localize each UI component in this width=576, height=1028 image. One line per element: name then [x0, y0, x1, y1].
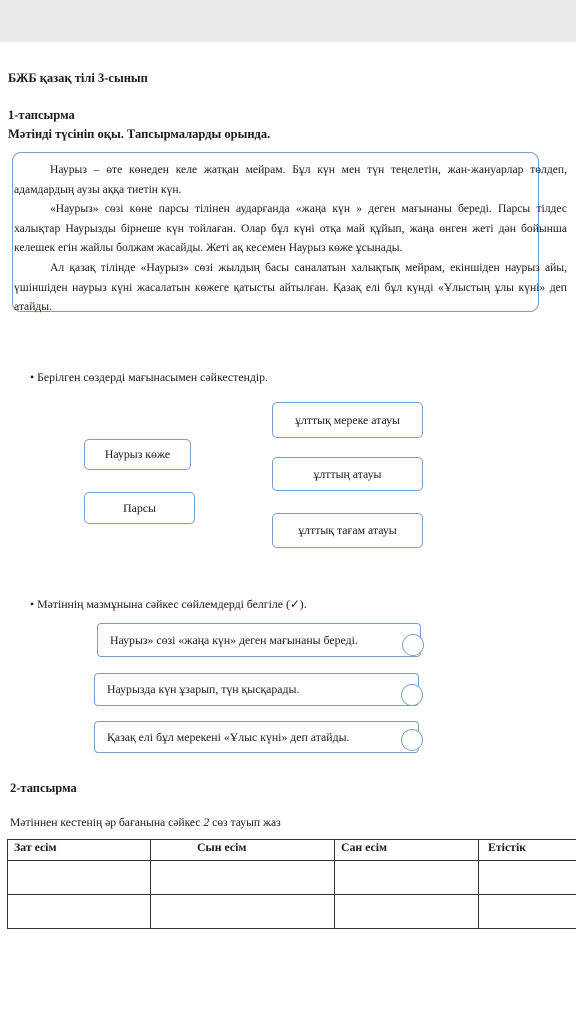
task1-heading: 1-тапсырма: [8, 108, 75, 122]
checklist-prompt: • Мәтіннің мазмұнына сәйкес сөйлемдерді белгіле (✓).: [30, 597, 307, 611]
task2-heading: 2-тапсырма: [10, 781, 77, 795]
column-header-noun: Зат есім: [8, 840, 151, 861]
task2-instruction-start: Мәтіннен кестенің әр бағанына сәйкес: [10, 816, 204, 829]
column-header-numeral: Сан есім: [335, 840, 479, 861]
statement-3-checkbox[interactable]: [401, 729, 423, 751]
statement-2: Наурызда күн ұзарып, түн қысқарады.: [94, 673, 419, 706]
table-cell[interactable]: [151, 861, 335, 895]
table-cell[interactable]: [8, 895, 151, 929]
document-title: БЖБ қазақ тілі 3-сынып: [8, 71, 148, 85]
task2-instruction-number: 2: [203, 816, 210, 829]
table-cell[interactable]: [335, 895, 479, 929]
statement-1: Наурыз» сөзі «жаңа күн» деген мағынаны береді.: [97, 623, 421, 657]
match-word-parsy[interactable]: Парсы: [84, 492, 195, 524]
task1-instruction: Мәтінді түсініп оқы. Тапсырмаларды орында.: [8, 127, 271, 141]
column-header-adjective: Сын есім: [151, 840, 335, 861]
task2-instruction-end: сөз тауып жаз: [209, 816, 281, 829]
word-table: [7, 839, 576, 929]
reading-paragraph-2: «Наурыз» сөзі көне парсы тілінен аударғанда «жаңа күн » деген мағынаны береді. Парсы тілдес халықтар Наурызды бірнеше күн тойлаған. Олар бұл күні отқа май құйып, жаңа өнген жеті дән бойынша келешек егін жайлы болжам жасайды. Жеті ақ кесемен Наурыз көже ұсынады.: [14, 202, 567, 255]
match-word-nauryz-kozhe[interactable]: Наурыз көже: [84, 439, 191, 470]
reading-text: [14, 160, 567, 317]
match-meaning-nation-name[interactable]: ұлттың атауы: [272, 457, 423, 491]
reading-paragraph-3: Ал қазақ тілінде «Наурыз» сөзі жылдың басы саналатын халықтық мейрам, екіншіден наурыз айы, үшіншіден наурыз күні жасалатын көжеге қатысты айтылған. Қазақ елі бұл күнді «Ұлыстың ұлы күні» деп атайды.: [14, 260, 567, 314]
table-cell[interactable]: [151, 895, 335, 929]
matching-prompt: • Берілген сөздерді мағынасымен сәйкестендір.: [30, 370, 269, 384]
reading-paragraph-1: Наурыз – өте көнеден келе жатқан мейрам. Бұл күн мен түн теңелетін, жан-жануарлар төлдеп, адамдардың аузы аққа тиетін күн.: [14, 163, 567, 196]
column-header-verb: Етістік: [479, 840, 576, 861]
statement-1-checkbox[interactable]: [402, 634, 424, 656]
table-cell[interactable]: [479, 895, 576, 929]
statement-3: Қазақ елі бұл мерекені «Ұлыс күні» деп атайды.: [94, 721, 419, 753]
match-meaning-national-food[interactable]: ұлттық тағам атауы: [272, 513, 423, 548]
table-row: [8, 895, 576, 929]
task2-instruction: [10, 816, 281, 829]
match-meaning-national-holiday[interactable]: ұлттық мереке атауы: [272, 402, 423, 438]
table-header-row: [8, 840, 576, 861]
top-toolbar-area: [0, 0, 576, 42]
table-cell[interactable]: [335, 861, 479, 895]
statement-2-checkbox[interactable]: [401, 684, 423, 706]
table-cell[interactable]: [8, 861, 151, 895]
table-cell[interactable]: [479, 861, 576, 895]
table-row: [8, 861, 576, 895]
